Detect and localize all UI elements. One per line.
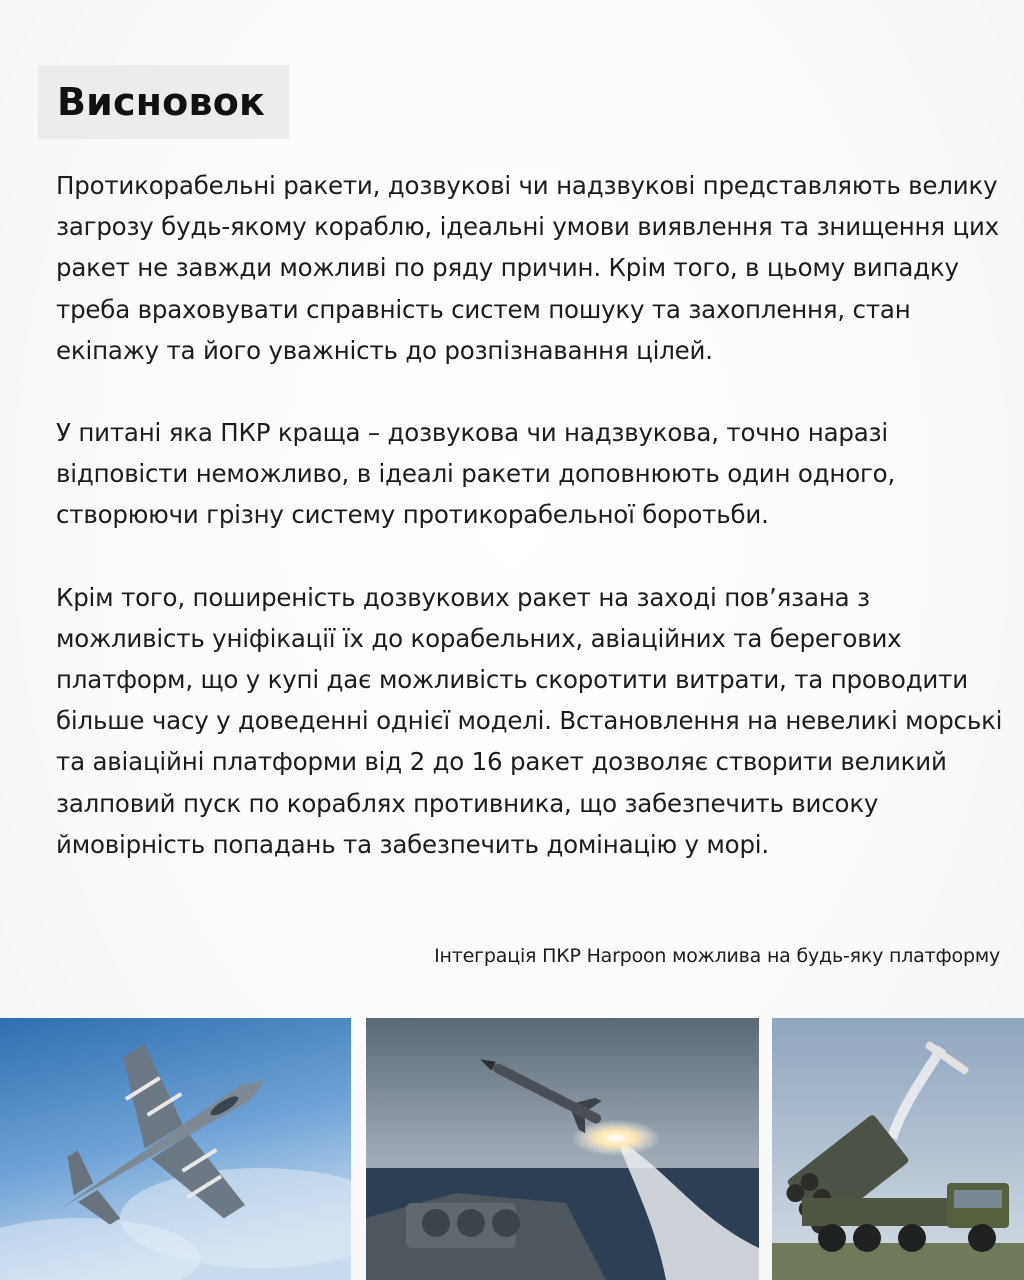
paragraph-2: У питані яка ПКР краща – дозвукова чи надзвукова, точно наразі відповісти неможливо, в ідеалі ракети доповнюють один одного, створюючи грізну систему протикорабельної боротьби. xyxy=(56,418,896,530)
ship-launch-photo xyxy=(366,1018,759,1280)
fighter-jet-photo xyxy=(0,1018,351,1280)
body-text xyxy=(56,165,1006,906)
paragraph-1: Протикорабельні ракети, дозвукові чи надзвукові представляють велику загрозу будь-якому кораблю, ідеальні умови виявлення та знищення цих ракет не завжди можливі по ряду причин. Крім того, в цьому випадку треба враховувати справність систем пошуку та захоплення, стан екіпажу та його уважність до розпізнавання цілей. xyxy=(56,171,999,365)
page-title: Висновок xyxy=(57,80,266,124)
paragraph-3: Крім того, поширеність дозвукових ракет на заході пов’язана з можливість уніфікації їх до корабельних, авіаційних та берегових платформ, що у купі дає можливість скоротити витрати, та проводити більше часу у доведенні однієї моделі. Встановлення на невеликі морські та авіаційні платформи від 2 до 16 ракет дозволяє створити великий залповий пуск по кораблях противника, що забезпечить високу ймовірність попадань та забезпечить домінацію у морі. xyxy=(56,582,1003,859)
image-caption: Інтеграція ПКР Harpoon можлива на будь-яку платформу xyxy=(434,945,1000,967)
coastal-launcher-photo xyxy=(772,1018,1024,1280)
title-box xyxy=(38,65,289,139)
